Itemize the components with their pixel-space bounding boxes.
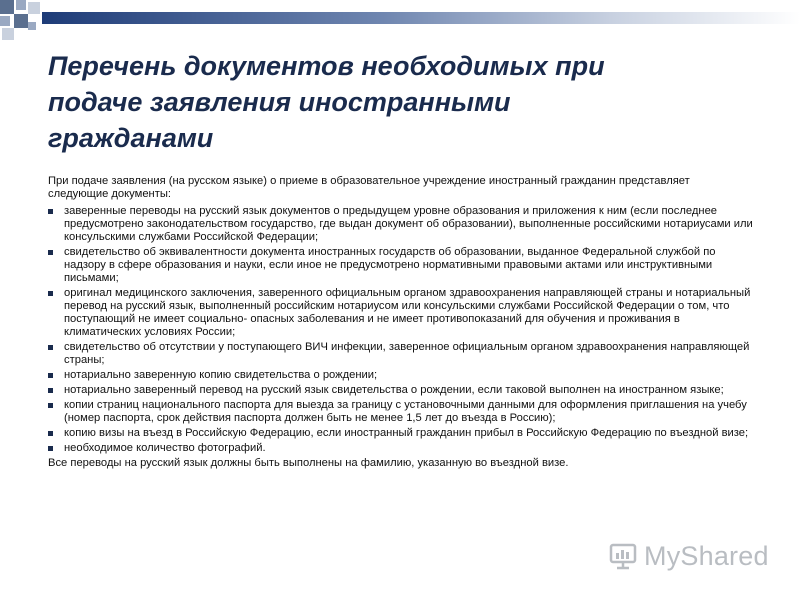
list-item-text: свидетельство об эквивалентности документа иностранных государств об образовании, выданное Федеральной службой по надзору в сфере образования и науки, если иное не предусмотрено нормативными правовыми актами или инструктивными письмами; [64, 246, 716, 284]
corner-square-decoration [14, 14, 28, 28]
list-item [48, 384, 753, 397]
corner-square-decoration [28, 22, 36, 30]
square-bullet-icon [48, 388, 53, 393]
list-item [48, 442, 753, 455]
list-item [48, 369, 753, 382]
header-gradient-bar [42, 12, 800, 24]
myshared-logo-icon [608, 541, 638, 571]
myshared-watermark [608, 536, 769, 576]
list-item [48, 427, 753, 440]
list-item-text: копию визы на въезд в Российскую Федерацию, если иностранный гражданин прибыл в Российскую Федерацию по въездной визе; [64, 427, 749, 439]
square-bullet-icon [48, 446, 53, 451]
slide-title [48, 48, 748, 156]
corner-square-decoration [0, 0, 14, 14]
title-line: подаче заявления иностранными [48, 87, 511, 117]
document-list [48, 205, 753, 455]
square-bullet-icon [48, 291, 53, 296]
corner-square-decoration [16, 0, 26, 10]
list-item-text: свидетельство об отсутствии у поступающего ВИЧ инфекции, заверенное официальным органом здравоохранения направляющей страны; [64, 341, 750, 366]
list-item-text: оригинал медицинского заключения, заверенного официальным органом здравоохранения направляющей страны и нотариальный перевод на русский язык, выполненный российским нотариусом или консульскими службами Российской Федерации о том, что поступающий не имеет социально- опасных заболевания и не имеет противопоказаний для обучения и проживания в климатических условиях России; [64, 287, 751, 338]
watermark-text: MyShared [644, 540, 769, 571]
square-bullet-icon [48, 403, 53, 408]
list-item-text: нотариально заверенную копию свидетельства о рождении; [64, 369, 378, 381]
corner-square-decoration [28, 2, 40, 14]
title-line: Перечень документов необходимых при [48, 51, 605, 81]
corner-square-decoration [0, 16, 10, 26]
list-item-text: копии страниц национального паспорта для выезда за границу с установочными данными для оформления приглашения на учебу (номер паспорта, срок действия паспорта должен быть не менее 1,5 лет до въезда в Россию); [64, 399, 747, 424]
outro-text: Все переводы на русский язык должны быть выполнены на фамилию, указанную во въездной визе. [48, 457, 569, 469]
corner-square-decoration [2, 28, 14, 40]
title-line: гражданами [48, 123, 214, 153]
list-item-text: заверенные переводы на русский язык документов о предыдущем уровне образования и приложения к ним (если последнее предусмотрено законодательством государство, где выдан документ об образовании), выполненные российскими нотариусами или консульскими службами Российской Федерации; [64, 205, 753, 243]
square-bullet-icon [48, 373, 53, 378]
list-item-text: нотариально заверенный перевод на русский язык свидетельства о рождении, если таковой выполнен на иностранном языке; [64, 384, 724, 396]
square-bullet-icon [48, 345, 53, 350]
square-bullet-icon [48, 209, 53, 214]
list-item [48, 246, 753, 285]
list-item [48, 341, 753, 367]
intro-text: При подаче заявления (на русском языке) о приеме в образовательное учреждение иностранный гражданин представляет следующие документы: [48, 175, 690, 200]
list-item [48, 287, 753, 339]
list-item [48, 399, 753, 425]
list-item [48, 205, 753, 244]
slide-body [48, 175, 753, 470]
square-bullet-icon [48, 250, 53, 255]
square-bullet-icon [48, 431, 53, 436]
list-item-text: необходимое количество фотографий. [64, 442, 266, 454]
